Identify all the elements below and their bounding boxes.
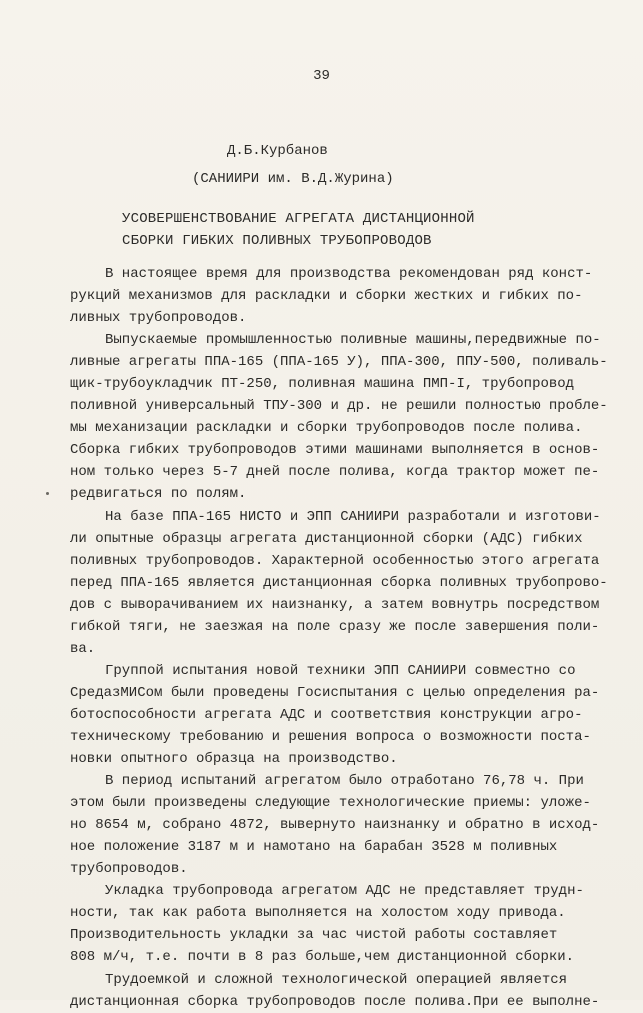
text-line: трубопроводов. [70, 861, 188, 878]
text-line: поливной универсальный ТПУ-300 и др. не решили полностью пробле- [70, 398, 608, 415]
text-line: техническому требованию и решения вопроса о возможности поста- [70, 728, 591, 745]
text-line: 808 м/ч, т.е. почти в 8 раз больше,чем дистанционной сборки. [70, 949, 575, 966]
text-line: В период испытаний агрегатом было отработано 76,78 ч. При [105, 773, 584, 790]
text-line: редвигаться по полям. [70, 486, 247, 503]
text-line: щик-трубоукладчик ПТ-250, поливная машина ПМП-I, трубопровод [70, 376, 575, 393]
text-line: СредазМИСом были проведены Госиспытания с целью определения ра- [70, 684, 600, 701]
text-line: В настоящее время для производства рекомендован ряд конст- [105, 266, 593, 282]
text-line: Производительность укладки за час чистой работы составляет [70, 927, 558, 944]
text-line: ном только через 5-7 дней после полива, когда трактор может пе- [70, 464, 600, 481]
page-number: 39 [313, 68, 330, 84]
text-line: перед ППА-165 является дистанционная сборка поливных трубопрово- [70, 574, 608, 591]
text-line: дистанционная сборка трубопроводов после полива.При ее выполне- [70, 993, 600, 1010]
text-line: ва. [70, 640, 96, 657]
text-line: поливных трубопроводов. Характерной особенностью этого агрегата [70, 552, 600, 569]
text-line: Укладка трубопровода агрегатом АДС не представляет трудн- [105, 883, 584, 900]
text-line: мы механизации раскладки и сборки трубопроводов после полива. [70, 420, 583, 437]
text-line: новки опытного образца на производство. [70, 751, 398, 768]
article-title [122, 208, 475, 252]
text-line: На базе ППА-165 НИСТО и ЭПП САНИИРИ разработали и изготови- [105, 508, 601, 525]
text-line: ности, так как работа выполняется на холостом ходу привода. [70, 905, 566, 922]
author-affiliation: (САНИИРИ им. В.Д.Журина) [192, 171, 394, 187]
author-name: Д.Б.Курбанов [227, 143, 328, 159]
title-line-2: СБОРКИ ГИБКИХ ПОЛИВНЫХ ТРУБОПРОВОДОВ [122, 233, 432, 249]
body-text [70, 263, 608, 1013]
text-line: ботоспособности агрегата АДС и соответствия конструкции агро- [70, 706, 583, 723]
text-line: но 8654 м, собрано 4872, вывернуто наизнанку и обратно в исход- [70, 817, 600, 834]
text-line: ли опытные образцы агрегата дистанционной сборки (АДС) гибких [70, 530, 583, 547]
text-line: ное положение 3187 м и намотано на барабан 3528 м поливных [70, 839, 558, 856]
text-line: Сборка гибких трубопроводов этими машинами выполняется в основ- [70, 442, 600, 459]
text-line: рукций механизмов для раскладки и сборки жестких и гибких по- [70, 288, 583, 305]
text-line: Группой испытания новой техники ЭПП САНИИРИ совместно со [105, 662, 576, 679]
text-line: Выпускаемые промышленностью поливные машины,передвижные по- [105, 332, 601, 349]
text-line: этом были произведены следующие технологические приемы: уложе- [70, 795, 591, 812]
text-line: гибкой тяги, не заезжая на поле сразу же после завершения поли- [70, 618, 600, 635]
text-line: дов с выворачиванием их наизнанку, а затем вовнутрь посредством [70, 596, 600, 613]
text-line: ливных трубопроводов. [70, 310, 247, 327]
text-line: ливные агрегаты ППА-165 (ППА-165 У), ППА-300, ППУ-500, поливаль- [70, 354, 608, 371]
text-line: Трудоемкой и сложной технологической операцией является [105, 971, 568, 988]
title-line-1: УСОВЕРШЕНСТВОВАНИЕ АГРЕГАТА ДИСТАНЦИОННОЙ [122, 211, 475, 227]
margin-dot [46, 492, 49, 495]
